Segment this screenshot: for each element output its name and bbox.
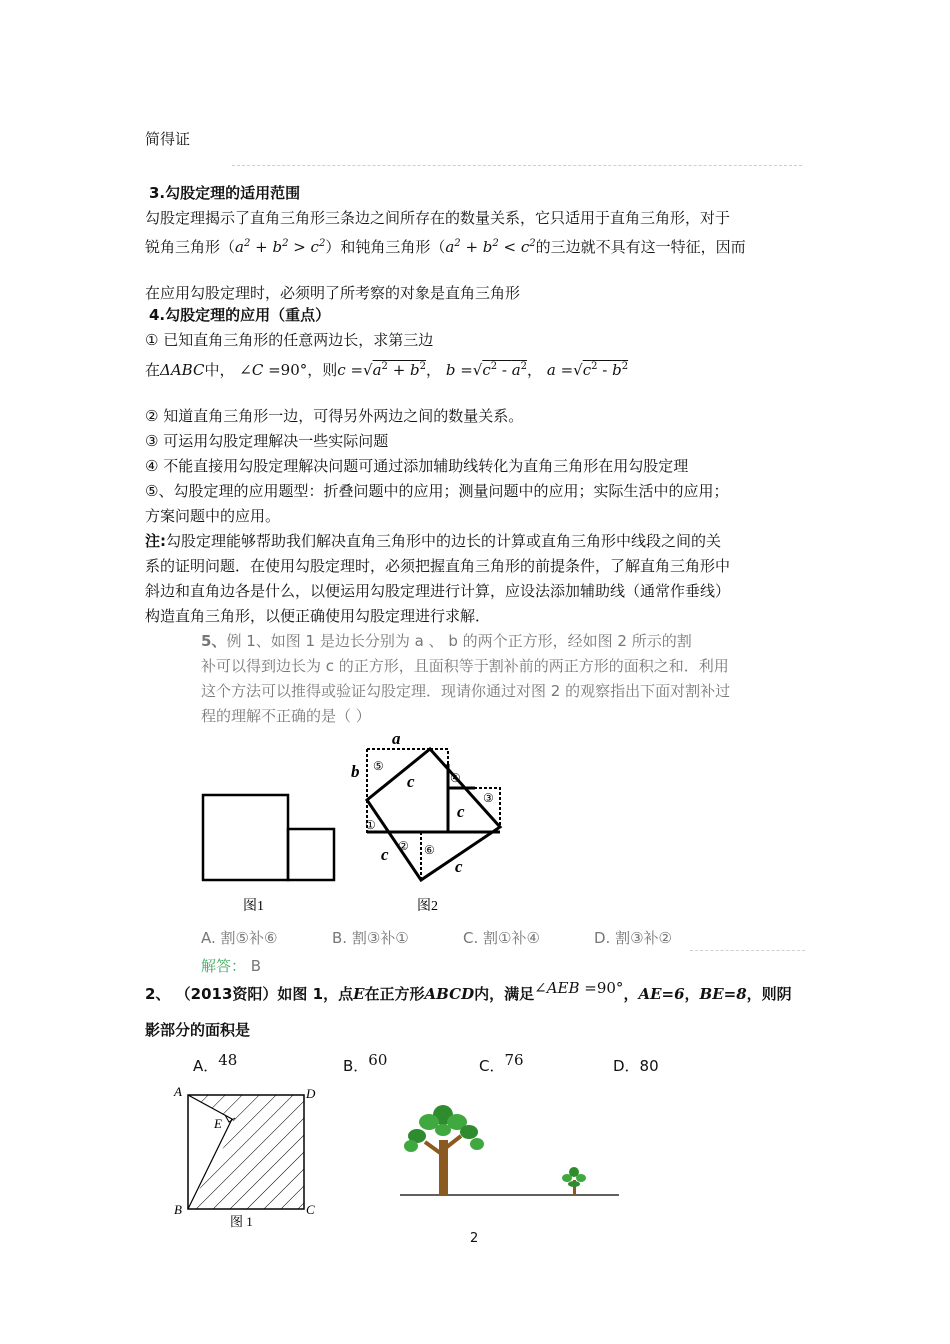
option-2d[interactable]: [613, 1056, 659, 1076]
text-run: ，: [426, 361, 442, 379]
answer-line: [201, 956, 261, 976]
divider: [232, 165, 802, 166]
text-run: ，: [527, 361, 543, 379]
figure-1-two-squares: [195, 790, 345, 920]
vertex-d: D: [306, 1086, 316, 1101]
angle-c-equation: ∠C =90°: [239, 361, 308, 379]
figure-square-abcd: [170, 1082, 320, 1232]
note-line2: 系的证明问题．在使用勾股定理时，必须把握直角三角形的前提条件，了解直角三角形中: [145, 557, 731, 575]
section-3-title: 3.勾股定理的适用范围: [149, 184, 301, 202]
figure-2-dissection: [345, 722, 510, 922]
note-line3: 斜边和直角边各是什么，以便运用勾股定理进行计算，应设法添加辅助线（通常作垂线）: [145, 582, 731, 600]
c-formula: $c =√a^2 + b^2$: [337, 361, 427, 379]
section-3-paragraph-line1: 勾股定理揭示了直角三角形三条边之间所存在的数量关系，它只适用于直角三角形，对于: [145, 209, 731, 227]
text-run: 内，满足: [474, 985, 535, 1003]
option-value: 76: [504, 1051, 524, 1069]
square-abcd: ABCD: [424, 985, 475, 1003]
label-c-bottom: c: [455, 857, 463, 876]
figure-1-caption: 图1: [243, 899, 264, 914]
example-1-line1: [201, 631, 692, 651]
triangle-abc: ΔABC: [160, 361, 205, 379]
text-run: ）和钝角三角形（: [325, 238, 446, 256]
shaded-region: [188, 1095, 304, 1209]
text-run: ，: [684, 985, 700, 1003]
example-2-line2: 影部分的面积是: [145, 1021, 251, 1039]
item-2: ② 知道直角三角形一边，可得另外两边之间的数量关系。: [145, 407, 524, 425]
decorative-trees-illustration: [395, 1100, 625, 1200]
example-1-line3: 这个方法可以推得或验证勾股定理．现请你通过对图 2 的观察指出下面对割补过: [201, 682, 731, 700]
item-3: ③ 可运用勾股定理解决一些实际问题: [145, 432, 389, 450]
option-value: 48: [218, 1051, 238, 1069]
point-e: E: [353, 985, 365, 1003]
label-c-left: c: [381, 845, 389, 864]
divider: [690, 950, 805, 951]
option-label: C．: [479, 1057, 505, 1075]
note-label: 注:: [145, 532, 166, 550]
example-number: 5、: [201, 632, 227, 650]
figure-2-caption: 图2: [417, 899, 438, 914]
option-label: A．: [193, 1057, 219, 1075]
label-a: a: [392, 729, 401, 748]
option-2b[interactable]: [343, 1051, 388, 1076]
formula-line: [145, 360, 628, 380]
answer-label: 解答：: [201, 957, 247, 975]
label-b: b: [351, 762, 360, 781]
example-2-line1: [145, 979, 792, 1004]
figure-caption: 图 1: [230, 1214, 253, 1229]
vertex-c: C: [306, 1202, 315, 1217]
region-6-label: ⑥: [424, 843, 435, 857]
leading-text: 简得证: [145, 130, 191, 148]
label-c-top: c: [407, 772, 415, 791]
square-a: [203, 795, 288, 880]
section-3-paragraph-line2: [145, 237, 746, 257]
region-1-label: ①: [365, 818, 376, 832]
option-value: 60: [368, 1051, 388, 1069]
b-formula: $b =√c^2 - a^2$: [445, 361, 528, 379]
item-4: ④ 不能直接用勾股定理解决问题可通过添加辅助线转化为直角三角形在用勾股定理: [145, 457, 689, 475]
option-label: D．80: [613, 1057, 659, 1075]
a-formula: $a =√c^2 - b^2$: [546, 361, 629, 379]
small-tree-icon: [562, 1167, 586, 1195]
text-run: 例 1、如图 1 是边长分别为 a 、 b 的两个正方形，经如图 2 所示的割: [226, 632, 692, 650]
option-label: B．: [343, 1057, 369, 1075]
label-c-right: c: [457, 802, 465, 821]
text-run: 锐角三角形（: [145, 238, 236, 256]
be-length: BE=8: [699, 985, 747, 1003]
option-2a[interactable]: [193, 1051, 238, 1076]
option-c[interactable]: C. 割①补④: [463, 929, 540, 947]
section-3-paragraph-line3: 在应用勾股定理时，必须明了所考察的对象是直角三角形: [145, 284, 521, 302]
text-run: ，则: [307, 361, 338, 379]
example-1-line2: 补可以得到边长为 c 的正方形，且面积等于割补前的两正方形的面积之和．利用: [201, 657, 729, 675]
option-b[interactable]: B. 割③补①: [332, 929, 409, 947]
vertex-a: A: [174, 1084, 182, 1099]
square-b: [288, 829, 334, 880]
text-run: ，则阴: [746, 985, 792, 1003]
item-5-line2: 方案问题中的应用。: [145, 507, 281, 525]
option-2c[interactable]: [479, 1051, 524, 1076]
vertex-b: B: [174, 1202, 182, 1217]
item-1: ① 已知直角三角形的任意两边长，求第三边: [145, 331, 434, 349]
item-5-line1: ⑤、勾股定理的应用题型：折叠问题中的应用；测量问题中的应用；实际生活中的应用；: [145, 482, 729, 500]
region-2-label: ②: [398, 839, 409, 853]
example-number: 2、: [145, 985, 171, 1003]
note-line4: 构造直角三角形，以便正确使用勾股定理进行求解．: [145, 607, 491, 625]
option-a[interactable]: A. 割⑤补⑥: [201, 929, 278, 947]
note-line1: [145, 531, 721, 551]
acute-condition: $a^2 + b^2 > c^2$: [235, 238, 326, 256]
angle-aeb-equation: ∠AEB =90°: [534, 979, 624, 997]
region-5-label: ⑤: [373, 759, 384, 773]
text-run: 在: [145, 361, 161, 379]
text-run: 中，: [204, 361, 235, 379]
text-run: 勾股定理能够帮助我们解决直角三角形中的边长的计算或直角三角形中线段之间的关: [166, 532, 722, 550]
text-run: 的三边就不具有这一特征，因而: [535, 238, 746, 256]
text-run: 在正方形: [364, 985, 425, 1003]
section-4-title: 4.勾股定理的应用（重点）: [149, 306, 331, 324]
large-tree-icon: [404, 1105, 484, 1195]
region-3-label: ③: [483, 791, 494, 805]
page-number: 2: [470, 1231, 479, 1246]
ae-length: AE=6: [638, 985, 685, 1003]
region-4-label: ④: [450, 771, 461, 785]
point-e-label: E: [214, 1116, 222, 1131]
text-run: ，: [623, 985, 639, 1003]
answer-value: B: [250, 957, 262, 975]
text-run: （2013资阳）如图 1，点: [175, 985, 354, 1003]
example-1-line4: 程的理解不正确的是（ ）: [201, 707, 371, 725]
option-d[interactable]: D. 割③补②: [594, 929, 672, 947]
obtuse-condition: $a^2 + b^2 < c^2$: [445, 238, 536, 256]
